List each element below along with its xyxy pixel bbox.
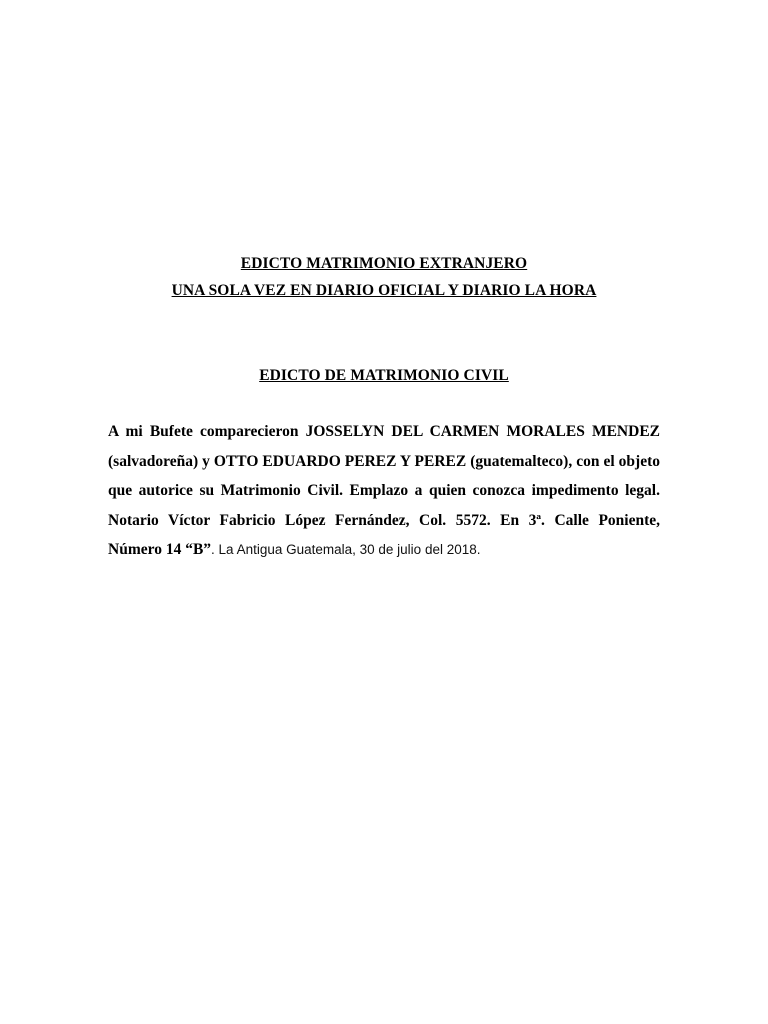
edict-body-place-date: . La Antigua Guatemala, 30 de julio del 2018. (211, 542, 481, 558)
edict-body-paragraph (108, 417, 660, 565)
edict-body-main-text: A mi Bufete comparecieron JOSSELYN DEL CARMEN MORALES MENDEZ (salvadoreña) y OTTO EDUARDO PEREZ Y PEREZ (guatemalteco), con el objeto que autorice su Matrimonio Civil. Emplazo a quien conozca impedimento legal. Notario Víctor Fabricio López Fernández, Col. 5572. En 3ª. Calle Poniente, Número 14 “B” (108, 423, 660, 559)
publication-instruction-heading: UNA SOLA VEZ EN DIARIO OFICIAL Y DIARIO LA HORA (171, 282, 597, 299)
edict-heading-foreign-marriage: EDICTO MATRIMONIO EXTRANJERO (240, 255, 528, 272)
civil-marriage-edict-heading: EDICTO DE MATRIMONIO CIVIL (259, 367, 509, 384)
